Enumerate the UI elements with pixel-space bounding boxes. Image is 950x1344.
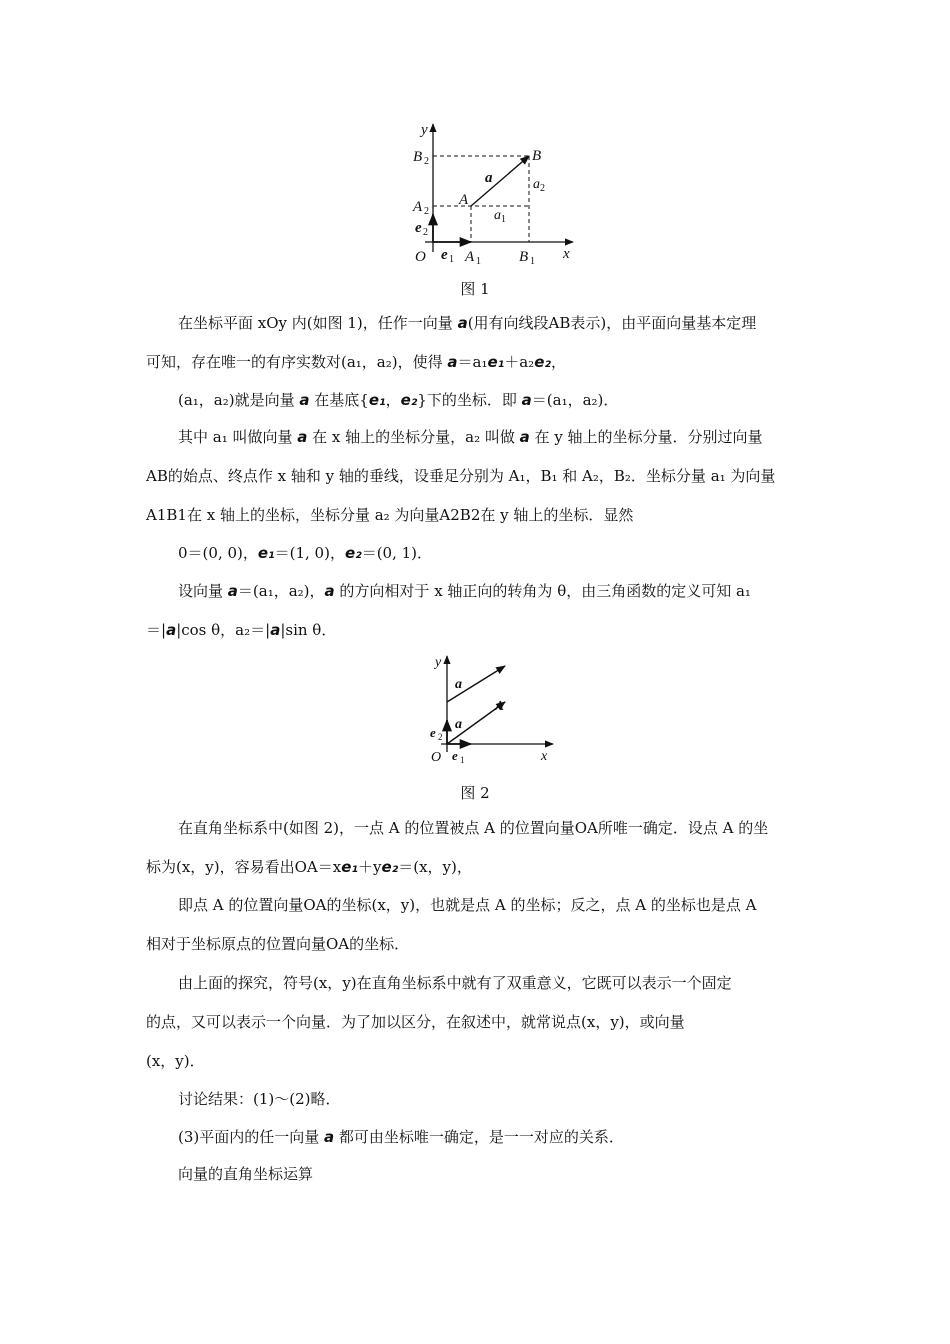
label-b2: B bbox=[413, 149, 423, 165]
figure-2-diagram bbox=[415, 652, 565, 772]
p5-line-2 bbox=[146, 620, 840, 640]
vector-symbol: a bbox=[297, 428, 308, 446]
label-e2: e bbox=[415, 220, 422, 236]
text-run: 在坐标平面 xOy 内(如图 1)，任作一向量 bbox=[178, 314, 458, 332]
label-a1-component-sub: 1 bbox=[501, 214, 506, 225]
vector-symbol: e₁ bbox=[368, 391, 386, 409]
label-point-a: A bbox=[495, 699, 504, 714]
text-run: ＝(a₁，a₂)， bbox=[237, 582, 325, 600]
text-run: ＝(1, 0)， bbox=[274, 544, 345, 562]
vector-symbol: e₂ bbox=[344, 544, 362, 562]
label-vector-a-lower: a bbox=[455, 717, 462, 732]
p5-line-1 bbox=[178, 581, 840, 601]
figure-2 bbox=[415, 652, 565, 772]
p9-line-1: 讨论结果：(1)～(2)略． bbox=[178, 1090, 341, 1108]
p4-line-1 bbox=[178, 543, 840, 563]
figure-2-caption: 图 2 bbox=[460, 784, 490, 802]
label-e2-sub: 2 bbox=[438, 732, 443, 742]
text-run: ＝(a₁，a₂)． bbox=[531, 391, 619, 409]
text-run: (3)平面内的任一向量 bbox=[178, 1128, 325, 1146]
text-run: |cos θ，a₂＝| bbox=[176, 621, 271, 639]
p8-line-3: (x，y)． bbox=[146, 1052, 205, 1070]
text-run: ＝(x，y)， bbox=[398, 858, 472, 876]
text-run: 的方向相对于 x 轴正向的转角为 θ，由三角函数的定义可知 a₁ bbox=[334, 582, 751, 600]
text-run: 在 y 轴上的坐标分量．分别过向量 bbox=[529, 428, 763, 446]
p6-line-1: 在直角坐标系中(如图 2)，一点 A 的位置被点 A 的位置向量OA所唯一确定．设点 A 的坐 bbox=[178, 819, 769, 837]
vector-symbol: e₂ bbox=[400, 391, 418, 409]
text-run: |sin θ． bbox=[280, 621, 337, 639]
label-point-b: B bbox=[532, 148, 542, 164]
text-run: ， bbox=[550, 353, 566, 371]
p3-line-2: AB的始点、终点作 x 轴和 y 轴的垂线，设垂足分别为 A₁，B₁ 和 A₂，B₂．坐标分量 a₁ 为向量 bbox=[146, 467, 776, 485]
p7-line-2: 相对于坐标原点的位置向量OA的坐标． bbox=[146, 935, 410, 953]
label-x: x bbox=[541, 749, 548, 764]
vector-symbol: e₂ bbox=[534, 353, 551, 371]
label-a2: A bbox=[413, 199, 423, 215]
label-e2: e bbox=[430, 725, 436, 740]
vector-symbol: a bbox=[447, 353, 458, 371]
p1-line-1 bbox=[178, 313, 840, 333]
label-b2-sub: 2 bbox=[424, 156, 429, 167]
label-a1-component: a bbox=[494, 208, 501, 223]
text-run: 都可由坐标唯一确定，是一一对应的关系． bbox=[334, 1128, 624, 1146]
text-run: 在 x 轴上的坐标分量，a₂ 叫做 bbox=[307, 428, 520, 446]
label-e1: e bbox=[452, 748, 458, 763]
p1-line-2 bbox=[146, 352, 840, 372]
vector-symbol: e₁ bbox=[487, 353, 505, 371]
vector-symbol: a bbox=[299, 391, 310, 409]
vector-symbol: a bbox=[227, 582, 238, 600]
figure-1 bbox=[405, 118, 585, 268]
label-e1: e bbox=[441, 247, 448, 263]
label-a2-component: a bbox=[533, 177, 540, 192]
p3-line-3: A1B1在 x 轴上的坐标，坐标分量 a₂ 为向量A2B2在 y 轴上的坐标．显然 bbox=[146, 506, 634, 524]
label-b1-point: B bbox=[519, 249, 529, 265]
label-vector-a-upper: a bbox=[455, 677, 462, 692]
label-y: y bbox=[435, 655, 442, 670]
text-run: 标为(x，y)，容易看出OA＝x bbox=[146, 858, 342, 876]
label-e2-sub: 2 bbox=[423, 227, 428, 238]
text-run: 其中 a₁ 叫做向量 bbox=[178, 428, 298, 446]
label-e1-sub: 1 bbox=[460, 755, 465, 765]
label-a1-point: A bbox=[465, 249, 475, 265]
p10-line-1 bbox=[178, 1127, 840, 1147]
vector-symbol: e₁ bbox=[257, 544, 275, 562]
p11-line-1: 向量的直角坐标运算 bbox=[178, 1165, 314, 1183]
label-point-a: A bbox=[459, 192, 469, 208]
label-origin: O bbox=[415, 249, 426, 265]
p3-line-1 bbox=[178, 427, 840, 447]
text-run: }下的坐标．即 bbox=[417, 391, 522, 409]
p8-line-1: 由上面的探究，符号(x，y)在直角坐标系中就有了双重意义，它既可以表示一个固定 bbox=[178, 974, 732, 992]
text-run: ＝a₁ bbox=[457, 353, 488, 371]
vector-symbol: a bbox=[324, 1128, 335, 1146]
text-run: (a₁，a₂)就是向量 bbox=[178, 391, 300, 409]
text-run: ＝| bbox=[146, 621, 167, 639]
label-a2-component-sub: 2 bbox=[540, 183, 545, 194]
vector-symbol: e₁ bbox=[341, 858, 358, 876]
figure-1-caption: 图 1 bbox=[460, 280, 490, 298]
text-run: 0＝(0, 0)， bbox=[178, 544, 258, 562]
vector-symbol: a bbox=[166, 621, 177, 639]
figure-1-diagram bbox=[405, 118, 585, 268]
text-run: (用有向线段AB表示)，由平面向量基本定理 bbox=[467, 314, 757, 332]
vector-a bbox=[471, 156, 529, 206]
vector-symbol: a bbox=[324, 582, 335, 600]
text-run: ＋a₂ bbox=[504, 353, 535, 371]
p2-line-1 bbox=[178, 390, 840, 410]
label-a2-sub: 2 bbox=[424, 206, 429, 217]
label-a1-point-sub: 1 bbox=[476, 256, 481, 267]
label-origin: O bbox=[431, 750, 442, 765]
vector-symbol: a bbox=[270, 621, 281, 639]
text-run: 在基底{ bbox=[309, 391, 369, 409]
text-run: 可知，存在唯一的有序实数对(a₁，a₂)，使得 bbox=[146, 353, 448, 371]
vector-symbol: a bbox=[519, 428, 530, 446]
text-run: ＝(0, 1)． bbox=[361, 544, 433, 562]
text-run: ＋y bbox=[357, 858, 382, 876]
label-b1-point-sub: 1 bbox=[530, 256, 535, 267]
label-e1-sub: 1 bbox=[449, 254, 454, 265]
text-run: ， bbox=[385, 391, 401, 409]
p8-line-2: 的点，又可以表示一个向量．为了加以区分，在叙述中，就常说点(x，y)，或向量 bbox=[146, 1013, 685, 1031]
vector-symbol: a bbox=[521, 391, 532, 409]
vector-symbol: e₂ bbox=[381, 858, 399, 876]
text-run: 设向量 bbox=[178, 582, 228, 600]
vector-symbol: a bbox=[457, 314, 468, 332]
label-x: x bbox=[563, 246, 570, 262]
label-vector-a: a bbox=[485, 170, 493, 186]
p6-line-2 bbox=[146, 857, 840, 877]
label-y: y bbox=[421, 122, 428, 138]
p7-line-1: 即点 A 的位置向量OA的坐标(x，y)，也就是点 A 的坐标；反之，点 A 的坐标也是点 A bbox=[178, 896, 757, 914]
